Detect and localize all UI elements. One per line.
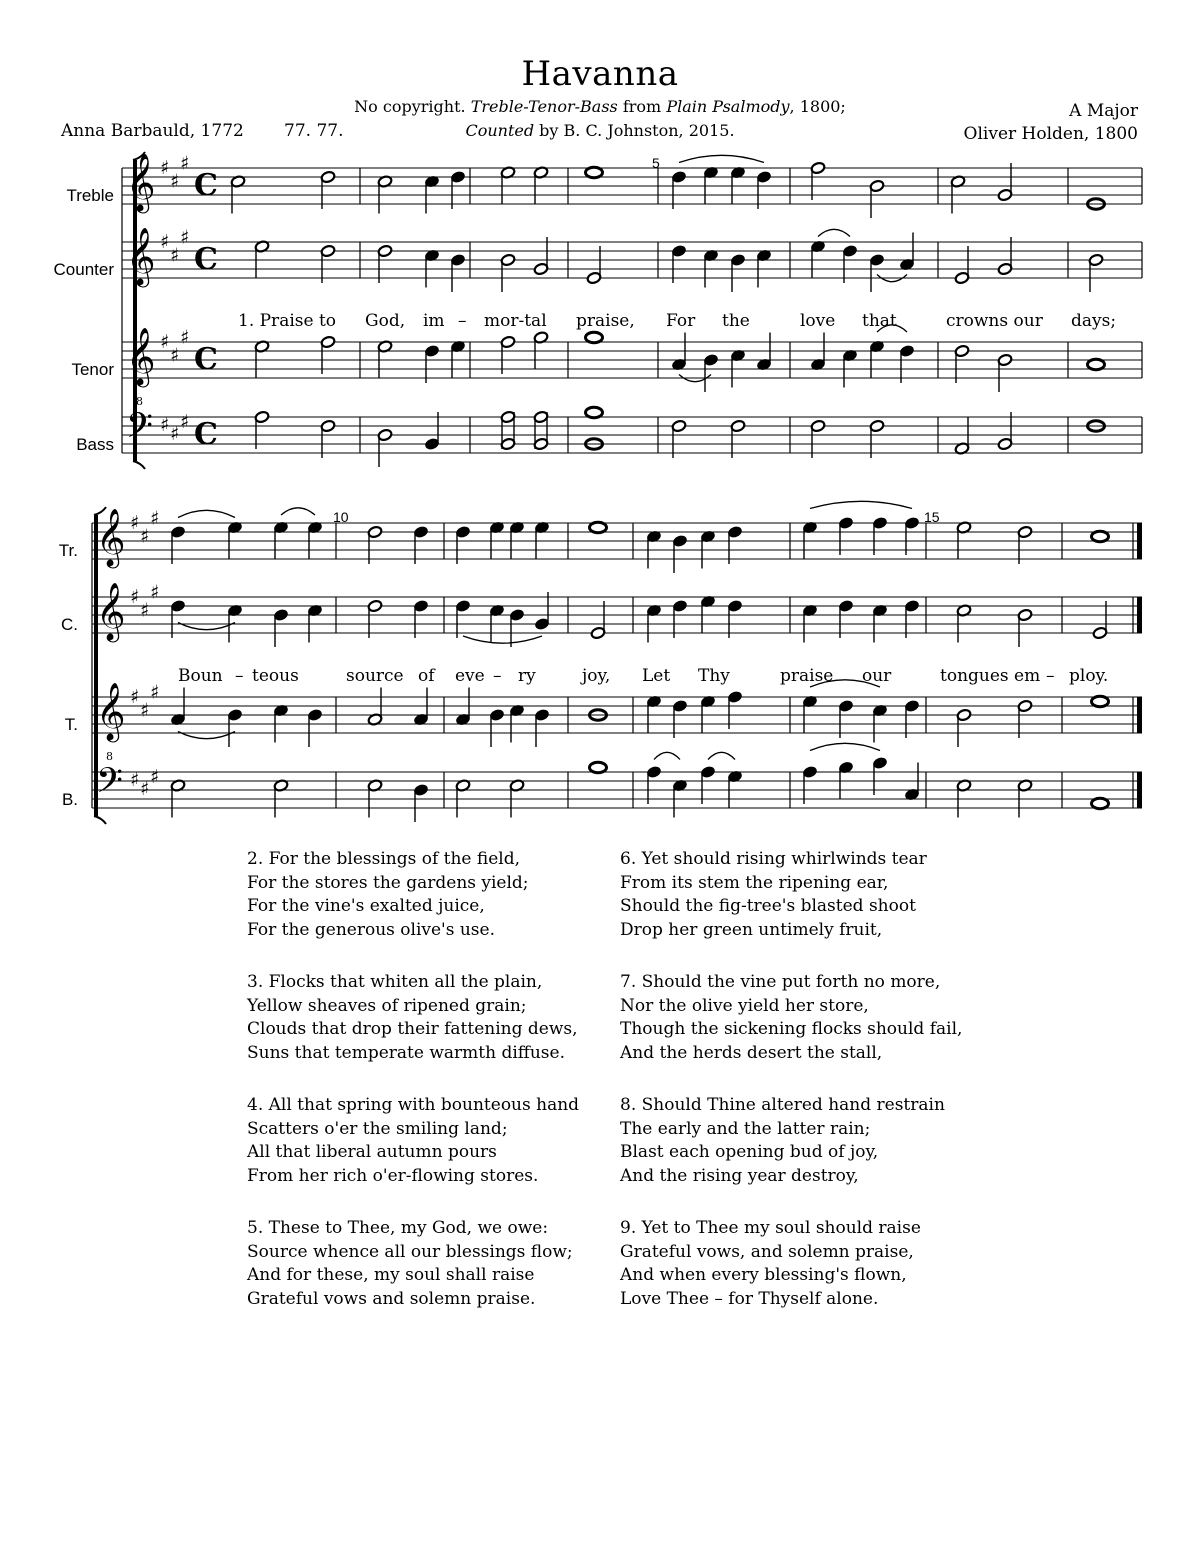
lyric-syllable: God, (365, 311, 406, 331)
slur (679, 155, 764, 162)
lyric-syllable: crowns our (946, 311, 1043, 331)
verses-left-column (247, 848, 579, 1340)
whole-note (586, 407, 603, 417)
verse-5 (247, 1217, 579, 1311)
verse-line: Scatters o'er the smiling land; (247, 1118, 508, 1139)
slur (818, 229, 850, 236)
verse-line: Grateful vows and solemn praise. (247, 1288, 536, 1309)
lyric-syllable: Let (642, 666, 671, 686)
sharp-accidental: ♯ (140, 699, 150, 722)
part-abbr-tenor: T. (64, 715, 78, 734)
final-barline (1137, 597, 1142, 633)
verse-6 (620, 848, 962, 942)
lyric-syllable: Thy (698, 666, 730, 686)
common-time: C (194, 168, 218, 203)
treble-clef: 𝄞 (126, 153, 156, 211)
lyric-syllable: love (800, 311, 836, 331)
verse-line: Nor the olive yield her store, (620, 995, 869, 1016)
common-time: C (194, 417, 218, 452)
sharp-accidental: ♯ (130, 769, 140, 791)
bass-clef: 𝄢 (96, 760, 124, 809)
whole-note (590, 522, 607, 532)
verse-3 (247, 971, 579, 1065)
lyric-syllable: For (666, 311, 696, 331)
lyric-syllable: source (346, 666, 404, 686)
sharp-accidental: ♯ (140, 599, 150, 622)
lyric-syllable: im (423, 311, 445, 331)
common-time: C (194, 242, 218, 277)
verse-8 (620, 1094, 962, 1188)
verse-line: And the herds desert the stall, (620, 1042, 883, 1063)
sharp-accidental: ♯ (130, 512, 140, 534)
sharp-accidental: ♯ (180, 326, 190, 349)
part-abbr-treble: Tr. (58, 541, 78, 560)
sharp-accidental: ♯ (170, 170, 180, 193)
whole-note (1092, 531, 1109, 541)
octave-marker: 8 (136, 395, 143, 408)
sharp-accidental: ♯ (140, 778, 150, 800)
sharp-accidental: ♯ (170, 423, 180, 445)
copyright-from: from (622, 97, 662, 116)
hymn-title: Havanna (521, 54, 679, 94)
sharp-accidental: ♯ (150, 766, 160, 788)
sharp-accidental: ♯ (170, 344, 180, 367)
lyric-syllable: praise (780, 666, 834, 686)
treble-clef: 𝄞 (96, 682, 126, 740)
lyrics-line-1 (238, 311, 1116, 331)
whole-note (590, 762, 607, 772)
verse-line: Though the sickening flocks should fail, (620, 1019, 963, 1039)
verse-line: Love Thee – for Thyself alone. (620, 1288, 879, 1309)
lyric-syllable: ry (518, 666, 536, 686)
verse-line: 5. These to Thee, my God, we owe: (247, 1218, 549, 1238)
verse-line: Should the fig-tree's blasted shoot (620, 896, 916, 916)
copyright-voices: Treble-Tenor-Bass (470, 97, 618, 116)
part-abbr-counter: C. (61, 615, 78, 634)
lyric-syllable: days; (1071, 311, 1117, 331)
verse-line: Drop her green untimely fruit, (620, 919, 883, 940)
lyric-syllable: joy, (582, 666, 611, 686)
part-abbr-bass: B. (61, 790, 78, 809)
verse-line: From her rich o'er-flowing stores. (247, 1165, 539, 1186)
lyrics-line-2 (178, 666, 1108, 686)
verse-line: 7. Should the vine put forth no more, (620, 972, 941, 992)
verse-line: 8. Should Thine altered hand restrain (620, 1095, 945, 1115)
lyric-syllable: – (1046, 666, 1055, 686)
measure-number-10: 10 (333, 509, 349, 525)
lyric-syllable: – (458, 311, 467, 331)
measure-number-5: 5 (652, 155, 660, 171)
lyric-syllable: tongues em (940, 666, 1041, 686)
whole-note (586, 167, 603, 177)
sharp-accidental: ♯ (150, 581, 160, 604)
sharp-accidental: ♯ (160, 231, 170, 253)
treble-clef: 𝄞 (96, 582, 126, 640)
treble-clef: 𝄞 (126, 327, 156, 385)
verse-line: For the generous olive's use. (247, 919, 495, 940)
lyric-syllable: that (862, 311, 897, 331)
verse-line: Yellow sheaves of ripened grain; (247, 995, 527, 1016)
common-time: C (194, 342, 218, 377)
verse-line: Suns that temperate warmth diffuse. (247, 1042, 565, 1063)
verse-line: The early and the latter rain; (620, 1118, 871, 1139)
sharp-accidental: ♯ (180, 226, 190, 249)
final-barline (1137, 697, 1142, 733)
sharp-accidental: ♯ (150, 681, 160, 704)
copyright-book: Plain Psalmody (666, 97, 790, 116)
part-name-counter: Counter (53, 260, 114, 279)
slur (463, 636, 542, 643)
key-label: A Major (1069, 101, 1138, 121)
verse-line: All that liberal autumn pours (247, 1142, 497, 1162)
poet-credit: Anna Barbauld, 1772 (61, 121, 244, 141)
verse-7 (620, 971, 962, 1065)
bracket-hook (133, 461, 145, 469)
verse-line: 6. Yet should rising whirlwinds tear (620, 849, 927, 869)
lyric-syllable: Boun (178, 666, 223, 686)
final-barline (1137, 523, 1142, 559)
copyright-prefix: No copyright. (354, 97, 466, 116)
final-barline (1137, 772, 1142, 808)
verse-line: Grateful vows, and solemn praise, (620, 1241, 914, 1262)
lyric-syllable: the (722, 311, 750, 331)
part-name-tenor: Tenor (71, 360, 114, 379)
score-system-2 (92, 501, 1142, 824)
sharp-accidental: ♯ (160, 331, 170, 353)
octave-marker: 8 (106, 750, 113, 763)
counted-rest: by B. C. Johnston, 2015. (539, 121, 735, 140)
verse-9 (620, 1217, 962, 1311)
lyric-syllable: of (418, 666, 435, 686)
lyric-syllable: – (493, 666, 502, 686)
verse-line: And the rising year destroy, (620, 1165, 859, 1186)
sharp-accidental: ♯ (130, 686, 140, 708)
slur (708, 752, 735, 759)
verse-line: Source whence all our blessings flow; (247, 1241, 573, 1262)
sharp-accidental: ♯ (150, 507, 160, 530)
slur (810, 501, 912, 508)
bass-clef: 𝄢 (126, 405, 154, 454)
verse-line: Blast each opening bud of joy, (620, 1142, 879, 1162)
verses-right-column (620, 848, 962, 1340)
whole-note (1092, 798, 1109, 808)
whole-note (586, 332, 603, 342)
lyric-syllable: teous (252, 666, 299, 686)
verse-line: 4. All that spring with bounteous hand (247, 1095, 580, 1115)
bracket-hook (94, 816, 106, 824)
counted-word: Counted (465, 121, 535, 140)
lyric-syllable: our (862, 666, 892, 686)
slur (281, 508, 315, 515)
lyric-syllable: – (235, 666, 244, 686)
treble-clef: 𝄞 (96, 508, 126, 566)
copyright-year: , 1800; (789, 97, 846, 116)
verse-line: 2. For the blessings of the field, (247, 849, 521, 869)
verse-line: And when every blessing's flown, (620, 1265, 907, 1285)
verse-2 (247, 848, 579, 942)
verse-line: Clouds that drop their fattening dews, (247, 1019, 578, 1039)
verse-line: And for these, my soul shall raise (247, 1265, 535, 1285)
sharp-accidental: ♯ (130, 586, 140, 608)
slur (178, 510, 235, 517)
lyric-syllable: praise, (576, 311, 635, 331)
lyric-syllable: 1. Praise to (238, 311, 337, 331)
sharp-accidental: ♯ (170, 244, 180, 267)
verse-line: From its stem the ripening ear, (620, 872, 889, 893)
part-name-treble: Treble (66, 186, 114, 205)
composer-credit: Oliver Holden, 1800 (963, 124, 1138, 144)
lyric-syllable: eve (455, 666, 485, 686)
whole-note (1088, 359, 1105, 369)
sharp-accidental: ♯ (160, 414, 170, 436)
verse-line: For the vine's exalted juice, (247, 896, 485, 916)
whole-note (1092, 696, 1109, 706)
sharp-accidental: ♯ (160, 157, 170, 179)
verse-line: For the stores the gardens yield; (247, 872, 529, 893)
verse-4 (247, 1094, 579, 1188)
verse-line: 9. Yet to Thee my soul should raise (620, 1218, 921, 1238)
verse-line: 3. Flocks that whiten all the plain, (247, 972, 543, 992)
lyric-syllable: mor-tal (484, 311, 547, 331)
sharp-accidental: ♯ (180, 411, 190, 433)
sharp-accidental: ♯ (140, 525, 150, 548)
treble-clef: 𝄞 (126, 227, 156, 285)
part-name-bass: Bass (76, 435, 114, 454)
sharp-accidental: ♯ (180, 152, 190, 175)
meter: 77. 77. (284, 121, 344, 141)
slur (810, 743, 880, 750)
lyric-syllable: ploy. (1069, 666, 1109, 686)
slur (654, 752, 680, 759)
measure-number-15: 15 (924, 509, 940, 525)
